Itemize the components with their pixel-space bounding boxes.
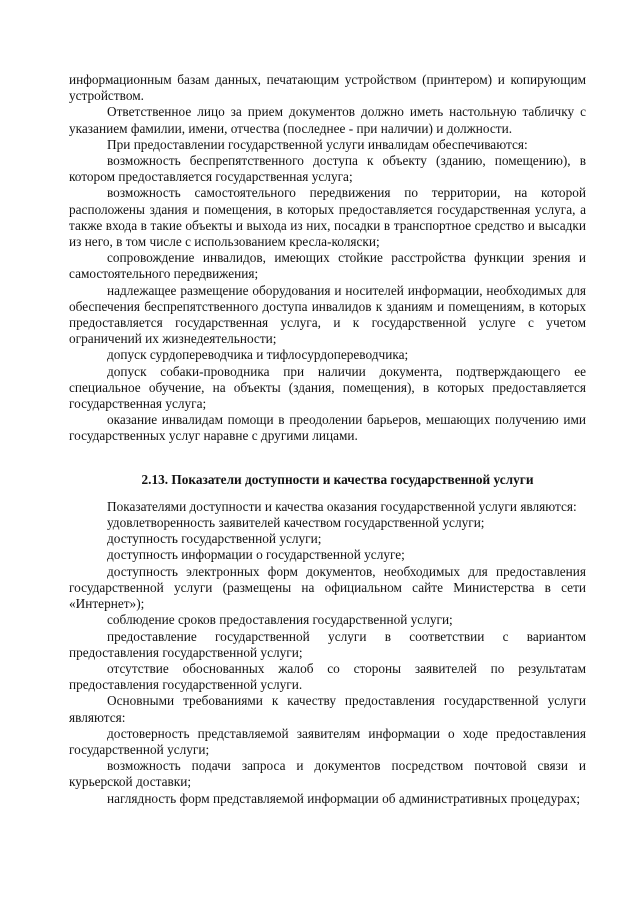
paragraph: предоставление государственной услуги в соответствии с вариантом предоставления государственной услуги; (69, 628, 586, 660)
paragraph: возможность подачи запроса и документов посредством почтовой связи и курьерской доставки; (69, 758, 586, 790)
paragraph: доступность информации о государственной услуге; (107, 547, 405, 563)
paragraph: соблюдение сроков предоставления государственной услуги; (107, 612, 453, 628)
text-block-top (69, 72, 586, 445)
text-block-bottom (69, 499, 586, 807)
paragraph: возможность беспрепятственного доступа к объекту (зданию, помещению), в котором предоставляется государственная услуга; (69, 153, 586, 185)
paragraph: Показателями доступности и качества оказания государственной услуги являются: (107, 498, 577, 514)
paragraph: возможность самостоятельного передвижения по территории, на которой расположены здания и помещения, в которых предоставляется государственная услуга, а также входа в такие объекты и выхода из них, посадки в транспортное средство и высадки из него, в том числе с использованием кресла-коляски; (69, 185, 586, 250)
paragraph: наглядность форм представляемой информации об административных процедурах; (107, 790, 581, 806)
paragraph: надлежащее размещение оборудования и носителей информации, необходимых для обеспечения беспрепятственного доступа инвалидов к зданиям и помещениям, в которых предоставляется государственная услуга, и к государственной услуге с учетом ограничений их жизнедеятельности; (69, 282, 586, 347)
paragraph: доступность электронных форм документов, необходимых для предоставления государственной услуги (размещены на официальном сайте Министерства в сети «Интернет»); (69, 563, 586, 612)
paragraph: доступность государственной услуги; (107, 531, 322, 547)
paragraph: Основными требованиями к качеству предоставления государственной услуги являются: (69, 693, 586, 725)
paragraph: допуск сурдопереводчика и тифлосурдопереводчика; (107, 347, 409, 363)
section-heading: 2.13. Показатели доступности и качества государственной услуги (141, 471, 534, 487)
paragraph: информационным базам данных, печатающим устройством (принтером) и копирующим устройством. (69, 72, 586, 104)
paragraph: достоверность представляемой заявителям информации о ходе предоставления государственной услуги; (69, 725, 586, 757)
paragraph: оказание инвалидам помощи в преодолении барьеров, мешающих получению ими государственных услуг наравне с другими лицами. (69, 412, 586, 444)
paragraph: При предоставлении государственной услуги инвалидам обеспечиваются: (107, 136, 528, 152)
paragraph: сопровождение инвалидов, имеющих стойкие расстройства функции зрения и самостоятельного передвижения; (69, 250, 586, 282)
paragraph: удовлетворенность заявителей качеством государственной услуги; (107, 515, 485, 531)
paragraph: Ответственное лицо за прием документов должно иметь настольную табличку с указанием фамилии, имени, отчества (последнее - при наличии) и должности. (69, 104, 586, 136)
paragraph: отсутствие обоснованных жалоб со стороны заявителей по результатам предоставления государственной услуги. (69, 660, 586, 693)
paragraph: допуск собаки-проводника при наличии документа, подтверждающего ее специальное обучение, на объекты (здания, помещения), в которых предоставляется государственная услуга; (69, 363, 586, 412)
